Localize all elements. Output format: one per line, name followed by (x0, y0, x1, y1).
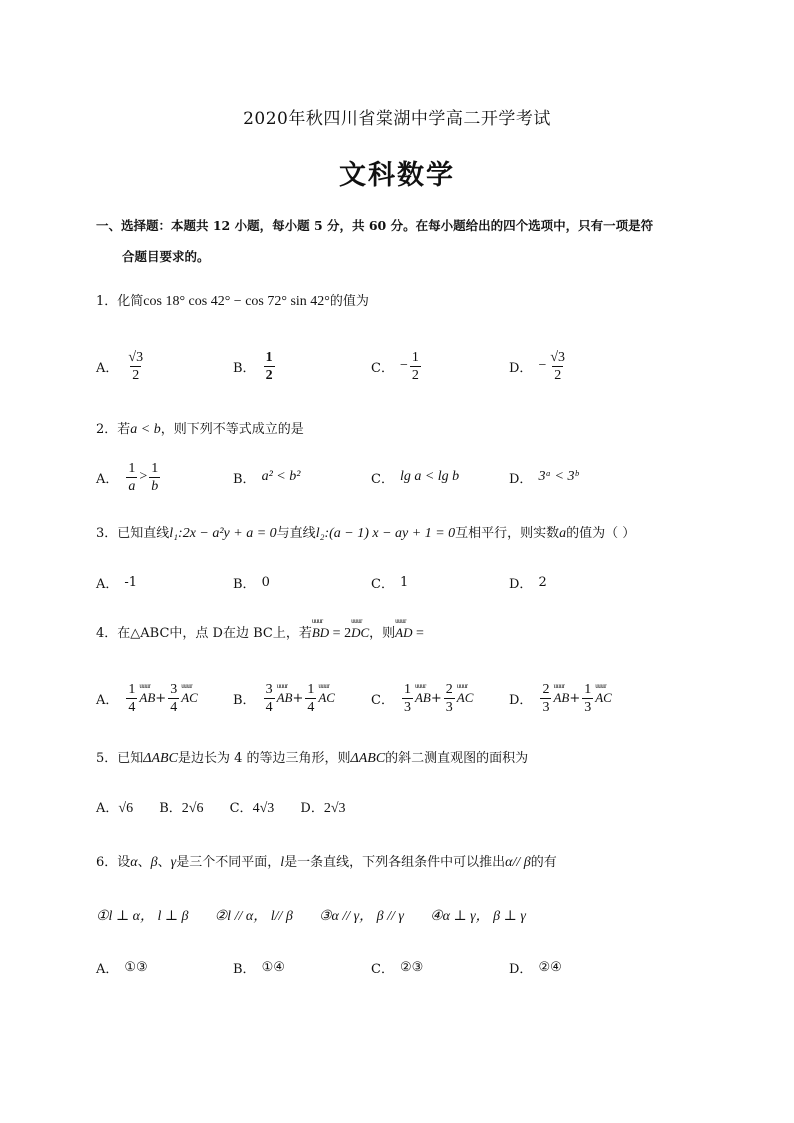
q1-suffix: 的值为 (329, 294, 369, 309)
question-6-options (96, 957, 716, 977)
numerator: 1 (411, 349, 419, 365)
q1-option-c[interactable] (371, 344, 423, 388)
option-label: B． (159, 801, 182, 816)
option-value: -1 (124, 574, 138, 590)
q2-option-b[interactable] (233, 455, 300, 499)
q2-option-a[interactable] (96, 455, 162, 499)
numerator: 1 (403, 681, 411, 697)
option-label: D． (509, 576, 533, 592)
q4-prefix: 4．在△ABC中，点 D在边 BC上，若 (96, 626, 312, 641)
q5-mid: 是边长为 4 的等边三角形，则 (177, 751, 351, 766)
q3-option-b[interactable] (233, 572, 270, 592)
numerator: √3 (128, 349, 144, 365)
option-label: D． (509, 961, 533, 977)
q3-line-1: l₁:2x − a²y + a = 0 (169, 526, 277, 541)
q3-suffix: 互相平行，则实数 (455, 526, 560, 541)
question-2-options (96, 455, 716, 499)
option-value: 4√3 (252, 801, 275, 816)
fraction (126, 460, 137, 495)
denominator: 3 (584, 699, 592, 715)
vector-ad: uuur AD (395, 625, 412, 641)
vector-dc: uuur DC (351, 625, 369, 641)
q4-option-a[interactable] (96, 676, 198, 720)
option-label: B． (233, 961, 256, 977)
denominator: b (151, 478, 159, 494)
minus-sign: − (399, 358, 408, 373)
fraction (264, 349, 275, 384)
denominator: 2 (554, 367, 562, 383)
denominator: 2 (411, 367, 419, 383)
separator: 、 (157, 855, 171, 870)
vector-ac: uuur AC (318, 690, 335, 706)
vector-bd: uuur BD (312, 625, 329, 641)
numerator: 2 (542, 681, 550, 697)
option-label: D． (509, 692, 533, 708)
option-value: ①③ (124, 959, 148, 975)
q5-option-a[interactable] (96, 801, 133, 816)
section-instructions (96, 210, 706, 272)
denominator: 3 (445, 699, 453, 715)
plus-sign: + (569, 690, 581, 706)
option-label: C． (371, 471, 394, 487)
fraction (444, 681, 455, 716)
vector-ab: uuur AB (553, 690, 569, 706)
option-value: 2√6 (181, 801, 204, 816)
fraction (126, 681, 137, 716)
numerator: 1 (265, 349, 273, 365)
option-label: A． (96, 961, 119, 977)
question-6-stem (96, 851, 557, 871)
q3-prefix: 3．已知直线 (96, 526, 170, 541)
option-label: A． (96, 471, 119, 487)
plus-sign: + (430, 690, 442, 706)
q3-option-a[interactable] (96, 572, 137, 592)
subject-title: 文科数学 (339, 160, 455, 191)
option-label: C． (371, 961, 394, 977)
numerator: 1 (151, 460, 159, 476)
fraction (410, 349, 421, 384)
alpha-symbol: α (130, 855, 138, 870)
numerator: 1 (128, 460, 136, 476)
vector-ac: uuur AC (181, 690, 198, 706)
q5-triangle: ΔABC (143, 751, 178, 766)
q6-mid-2: 是一条直线，下列各组条件中可以推出 (284, 855, 506, 870)
fraction (264, 681, 275, 716)
fraction (402, 681, 413, 716)
q2-prefix: 2．若 (96, 422, 131, 437)
question-4-options (96, 676, 716, 720)
option-value: 0 (261, 574, 270, 590)
option-expression: a² < b² (261, 469, 301, 484)
greater-than-sign: > (139, 469, 148, 484)
q2-option-c[interactable] (371, 455, 459, 499)
q6-option-a[interactable] (96, 957, 148, 977)
exam-title: 2020年秋四川省棠湖中学高二开学考试 (243, 109, 551, 129)
question-5-options (96, 797, 346, 817)
option-value: 2 (538, 574, 547, 590)
option-value: √6 (118, 801, 134, 816)
question-4-stem (96, 622, 424, 642)
condition-4: ④α ⊥ γ， β ⊥ γ (430, 909, 526, 924)
numerator: 1 (584, 681, 592, 697)
fraction (582, 681, 593, 716)
denominator: 2 (265, 367, 273, 383)
fraction (540, 681, 551, 716)
question-3-stem (96, 522, 635, 542)
q1-expression: cos 18° cos 42° − cos 72° sin 42° (143, 294, 330, 309)
q6-prefix: 6．设 (96, 855, 131, 870)
fraction (548, 349, 567, 384)
option-label: D． (509, 360, 533, 376)
q1-option-a[interactable] (96, 344, 147, 388)
numerator: 3 (265, 681, 273, 697)
q5-prefix: 5．已知 (96, 751, 144, 766)
option-value: ②③ (399, 959, 424, 975)
question-5-stem (96, 747, 528, 767)
denominator: 4 (265, 699, 273, 715)
q6-option-c[interactable] (371, 957, 423, 977)
q1-option-d[interactable] (509, 344, 569, 388)
q5-option-d[interactable] (300, 801, 345, 816)
plus-sign: + (292, 690, 304, 706)
plus-sign: + (155, 690, 167, 706)
q4-end: = (412, 626, 424, 641)
denominator: 3 (403, 699, 411, 715)
option-value: 1 (399, 574, 409, 590)
q4-mid: ，则 (369, 626, 396, 641)
numerator: √3 (550, 349, 566, 365)
beta-symbol: β (150, 855, 158, 870)
fraction (305, 681, 316, 716)
vector-ab: uuur AB (415, 690, 431, 706)
q2-condition: a < b (130, 422, 161, 437)
vector-ac: uuur AC (595, 690, 612, 706)
denominator: 4 (170, 699, 178, 715)
fraction (149, 460, 160, 495)
q3-option-c[interactable] (371, 572, 408, 592)
q5-option-b[interactable] (159, 801, 203, 816)
denominator: 3 (542, 699, 550, 715)
option-label: B． (233, 692, 256, 708)
vector-ac: uuur AC (457, 690, 474, 706)
q4-option-b[interactable] (233, 676, 335, 720)
q3-end: 的值为（ ） (566, 526, 636, 541)
fraction (168, 681, 179, 716)
q6-option-b[interactable] (233, 957, 285, 977)
numerator: 1 (128, 681, 136, 697)
option-value: ①④ (261, 959, 285, 975)
denominator: 4 (128, 699, 136, 715)
condition-1: ①l ⊥ α， l ⊥ β (96, 909, 189, 924)
q5-end: 的斜二测直观图的面积为 (385, 751, 529, 766)
option-label: B． (233, 576, 256, 592)
option-label: C． (371, 576, 394, 592)
line-symbol: l (280, 855, 285, 870)
option-label: B． (233, 471, 256, 487)
option-label: A． (96, 692, 119, 708)
q3-mid: 与直线 (276, 526, 316, 541)
q2-option-d[interactable] (509, 455, 578, 499)
separator: 、 (137, 855, 151, 870)
q3-option-d[interactable] (509, 572, 547, 592)
minus-sign: − (538, 358, 547, 373)
option-label: C． (371, 360, 394, 376)
question-6-conditions (96, 905, 526, 925)
option-expression: 3ᵃ < 3ᵇ (538, 469, 579, 484)
q2-suffix: ，则下列不等式成立的是 (160, 422, 304, 437)
vector-ab: uuur AB (277, 690, 293, 706)
q3-variable: a (559, 526, 567, 541)
question-2-stem (96, 418, 304, 438)
question-1-stem (96, 290, 369, 310)
q6-mid: 是三个不同平面， (176, 855, 281, 870)
section-line-2: 合题目要求的。 (122, 249, 210, 264)
vector-ab: uuur AB (139, 690, 155, 706)
denominator: a (128, 478, 136, 494)
q3-line-2: l₂:(a − 1) x − ay + 1 = 0 (315, 526, 456, 541)
numerator: 3 (170, 681, 178, 697)
option-value: ②④ (538, 959, 562, 975)
q1-option-b[interactable] (233, 344, 277, 388)
numerator: 2 (445, 681, 453, 697)
denominator: 2 (132, 367, 140, 383)
option-expression: lg a < lg b (399, 469, 460, 484)
option-label: A． (96, 576, 119, 592)
q6-option-d[interactable] (509, 957, 562, 977)
q5-triangle-2: ΔABC (350, 751, 386, 766)
option-label: C． (229, 801, 253, 816)
option-label: A． (96, 801, 119, 816)
q6-end: 的有 (530, 855, 557, 870)
parallel-expression: α// β (505, 855, 531, 870)
condition-2: ②l // α， l// β (214, 909, 293, 924)
q1-prefix: 1．化简 (96, 294, 144, 309)
denominator: 4 (307, 699, 315, 715)
option-label: D． (509, 471, 533, 487)
option-label: B． (233, 360, 256, 376)
q5-option-c[interactable] (230, 801, 275, 816)
option-label: D． (300, 801, 324, 816)
question-1-options (96, 344, 716, 388)
option-label: A． (96, 360, 119, 376)
condition-3: ③α // γ， β // γ (318, 909, 404, 924)
q4-equals: = 2 (329, 626, 352, 641)
gamma-symbol: γ (170, 855, 177, 870)
q4-option-d[interactable] (509, 676, 612, 720)
numerator: 1 (307, 681, 315, 697)
question-3-options (96, 572, 716, 592)
fraction (126, 349, 145, 384)
option-value: 2√3 (323, 801, 346, 816)
q4-option-c[interactable] (371, 676, 473, 720)
option-label: C． (371, 692, 394, 708)
section-line-1: 一、选择题：本题共 12 小题，每小题 5 分，共 60 分。在每小题给出的四个选项中，只有一项是符 (96, 218, 654, 233)
